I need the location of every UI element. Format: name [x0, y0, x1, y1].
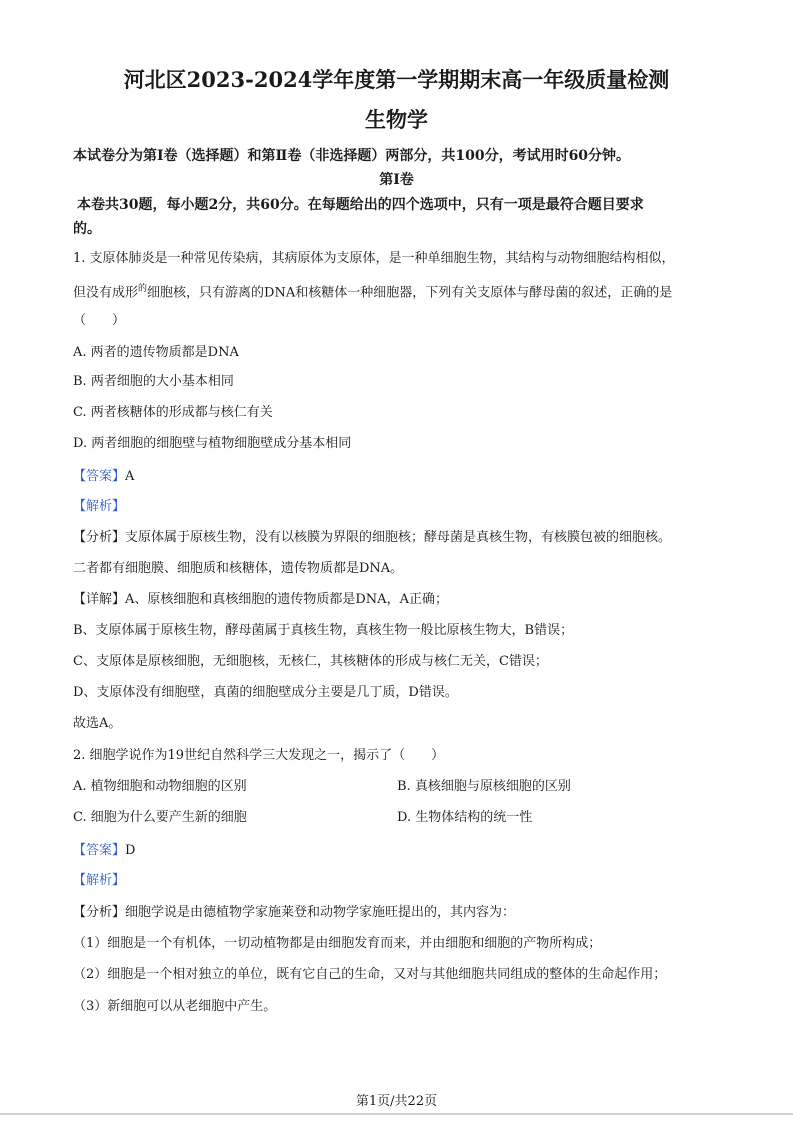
subject-title: 生物学: [365, 107, 428, 132]
q2-option-a: A. 植物细胞和动物细胞的区别: [73, 779, 247, 794]
q1-answer-value: A: [125, 469, 135, 484]
q1-stem-line2: [73, 279, 733, 303]
q1-answer: [73, 467, 733, 487]
q1-analysis-line2: 二者都有细胞膜、细胞质和核糖体，遗传物质都是DNA。: [73, 561, 404, 576]
q2-stem: 2. 细胞学说作为19世纪自然科学三大发现之一，揭示了（ ）: [73, 748, 445, 763]
q1-option-a: A. 两者的遗传物质都是DNA: [73, 345, 239, 360]
q1-analysis-tag: 【解析】: [73, 499, 126, 514]
q2-analysis-point1: （1）细胞是一个有机体，一切动植物都是由细胞发育而来，并由细胞和细胞的产物所构成；: [73, 936, 602, 951]
page-number: 第1页/共22页: [355, 1094, 438, 1109]
q1-option-d: D. 两者细胞的细胞壁与植物细胞壁成分基本相同: [73, 436, 352, 451]
q1-detail-a: 【详解】A、原核细胞和真核细胞的遗传物质都是DNA，A正确；: [73, 592, 448, 607]
q1-stem-line2-start: 但没有成形: [73, 285, 139, 301]
q1-analysis-line1: 【分析】支原体属于原核生物，没有以核膜为界限的细胞核；酵母菌是真核生物，有核膜包被的细胞核。: [73, 530, 672, 545]
q2-analysis-point2: （2）细胞是一个相对独立的单位，既有它自己的生命，又对与其他细胞共同组成的整体的生命起作用；: [73, 967, 667, 982]
exam-title: 河北区2023-2024学年度第一学期期末高一年级质量检测: [123, 67, 670, 92]
q1-detail-d: D、支原体没有细胞壁，真菌的细胞壁成分主要是几丁质，D错误。: [73, 685, 458, 700]
section-rules-line1: 本卷共30题，每小题2分，共60分。在每题给出的四个选项中，只有一项是最符合题目要求: [77, 197, 644, 213]
q2-answer-value: D: [125, 843, 136, 858]
footer-divider: [0, 1113, 793, 1115]
q1-stem-mark: 的: [138, 284, 148, 294]
q1-option-b: B. 两者细胞的大小基本相同: [73, 374, 234, 389]
section-heading: 第Ⅰ卷: [379, 172, 414, 188]
q2-analysis-tag: 【解析】: [73, 873, 126, 888]
q2-answer-tag: 【答案】: [73, 843, 126, 858]
exam-instructions: 本试卷分为第Ⅰ卷（选择题）和第Ⅱ卷（非选择题）两部分，共100分，考试用时60分钟。: [73, 148, 631, 164]
q1-stem-line1: 1. 支原体肺炎是一种常见传染病，其病原体为支原体，是一种单细胞生物，其结构与动物细胞结构相似，: [73, 251, 675, 266]
q2-option-b: B. 真核细胞与原核细胞的区别: [397, 779, 571, 794]
q2-analysis-point3: （3）新细胞可以从老细胞中产生。: [73, 999, 277, 1014]
q1-detail-c: C、支原体是原核细胞，无细胞核，无核仁，其核糖体的形成与核仁无关，C错误；: [73, 654, 548, 669]
q1-answer-tag: 【答案】: [73, 469, 126, 484]
q1-stem-line3: （ ）: [73, 313, 126, 328]
q2-option-d: D. 生物体结构的统一性: [397, 810, 533, 825]
q1-detail-b: B、支原体属于原核生物，酵母菌属于真核生物，真核生物一般比原核生物大，B错误；: [73, 623, 574, 638]
section-rules-line2: 的。: [73, 221, 101, 237]
q1-option-c: C. 两者核糖体的形成都与核仁有关: [73, 405, 273, 420]
q1-stem-line2-end: 细胞核，只有游离的DNA和核糖体一种细胞器，下列有关支原体与酵母菌的叙述，正确的是: [147, 285, 673, 301]
q2-answer: [73, 841, 733, 861]
q2-analysis-intro: 【分析】细胞学说是由德植物学家施莱登和动物学家施旺提出的，其内容为：: [73, 905, 516, 920]
q1-conclusion: 故选A。: [73, 716, 122, 731]
q2-option-c: C. 细胞为什么要产生新的细胞: [73, 810, 247, 825]
